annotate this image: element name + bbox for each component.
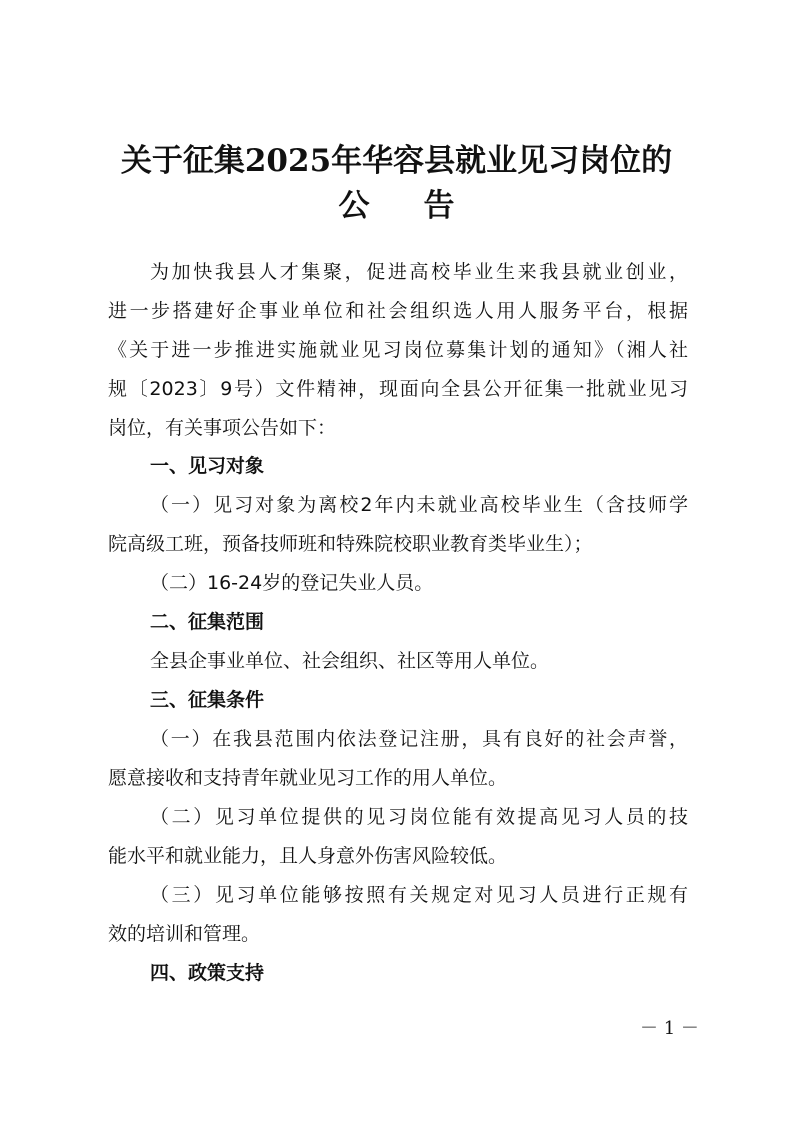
- section1-line: （二）16-24岁的登记失业人员。: [150, 572, 434, 594]
- section-heading-1: 一、见习对象: [150, 455, 265, 477]
- section3-line: 愿意接收和支持青年就业见习工作的用人单位。: [108, 767, 508, 789]
- document-title-line2: [0, 186, 793, 226]
- section3-line: （一）在我县范围内依法登记注册，具有良好的社会声誉，: [150, 728, 688, 750]
- intro-line: 岗位，有关事项公告如下：: [108, 417, 337, 439]
- title-char-gong: 公: [338, 188, 370, 224]
- intro-line: 《关于进一步推进实施就业见习岗位募集计划的通知》（湘人社: [108, 339, 688, 361]
- section3-line: （二）见习单位提供的见习岗位能有效提高见习人员的技: [150, 806, 688, 828]
- section-heading-3: 三、征集条件: [150, 689, 265, 711]
- title-char-gao: 告: [423, 188, 455, 224]
- intro-line: 为加快我县人才集聚，促进高校毕业生来我县就业创业，: [150, 261, 688, 283]
- document-title-line1: 关于征集2025年华容县就业见习岗位的: [120, 143, 673, 179]
- intro-line: 规〔2023〕9号）文件精神，现面向全县公开征集一批就业见习: [108, 378, 688, 400]
- section2-line: 全县企事业单位、社会组织、社区等用人单位。: [150, 650, 550, 672]
- section-heading-4: 四、政策支持: [150, 962, 265, 984]
- section1-line: （一）见习对象为离校2年内未就业高校毕业生（含技师学: [150, 494, 688, 516]
- section3-line: （三）见习单位能够按照有关规定对见习人员进行正规有: [150, 884, 688, 906]
- section-heading-2: 二、征集范围: [150, 611, 265, 633]
- section3-line: 能水平和就业能力，且人身意外伤害风险较低。: [108, 845, 508, 867]
- intro-line: 进一步搭建好企事业单位和社会组织选人用人服务平台，根据: [108, 300, 688, 322]
- section3-line: 效的培训和管理。: [108, 923, 261, 945]
- page-number: － 1 －: [640, 1018, 699, 1039]
- section1-line: 院高级工班，预备技师班和特殊院校职业教育类毕业生）；: [108, 533, 593, 555]
